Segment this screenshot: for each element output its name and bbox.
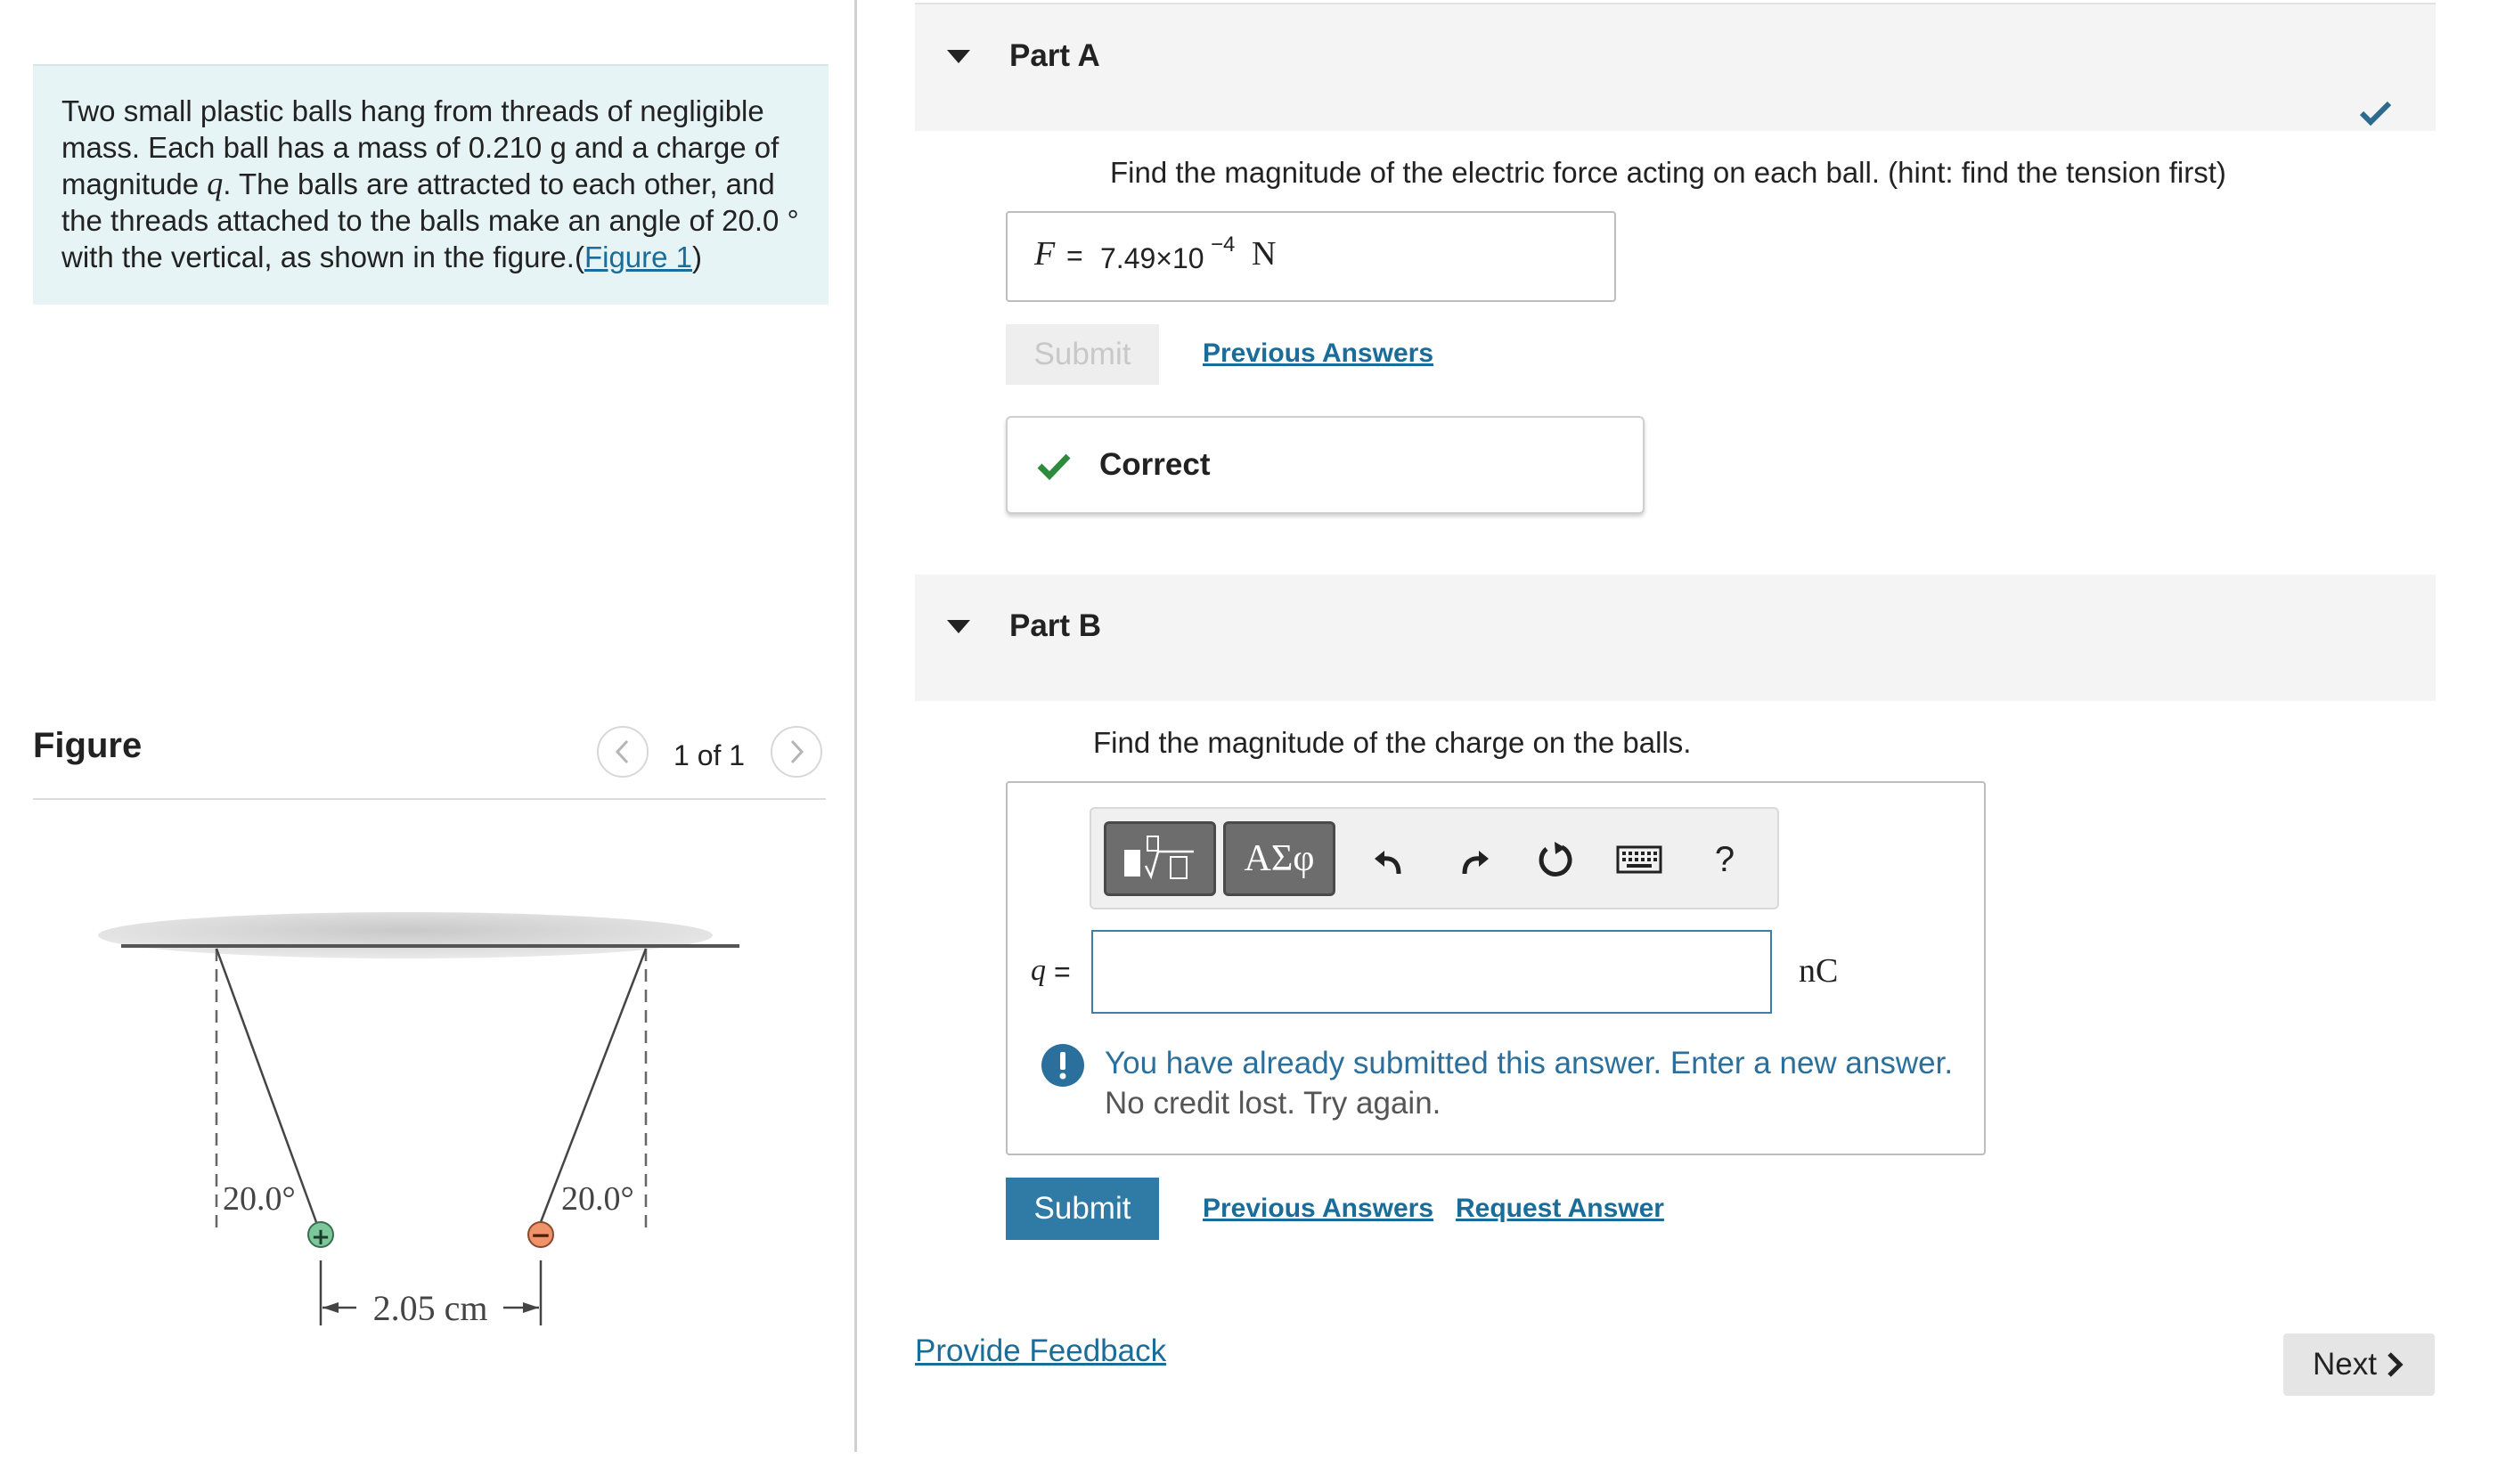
part-b-previous-answers-link[interactable]: Previous Answers <box>1203 1194 1433 1223</box>
part-a-unit: N <box>1252 235 1277 273</box>
part-b-unit: nC <box>1799 952 1839 990</box>
part-b-equals: = <box>1054 956 1071 988</box>
figure-next-button[interactable] <box>771 726 822 778</box>
problem-statement <box>33 64 829 305</box>
figure-link[interactable]: Figure 1 <box>584 241 693 273</box>
info-alert-icon <box>1040 1042 1086 1089</box>
part-a-header[interactable] <box>915 3 2436 131</box>
part-b-variable: q <box>1031 954 1046 987</box>
part-b-submit-button[interactable]: Submit <box>1006 1178 1159 1240</box>
undo-icon <box>1372 842 1408 877</box>
reset-icon <box>1535 839 1576 880</box>
help-button[interactable] <box>1702 836 1747 884</box>
part-a-title: Part A <box>1009 38 1100 73</box>
help-icon: ? <box>1714 839 1735 879</box>
column-divider <box>854 0 857 1452</box>
part-a-variable: F <box>1034 235 1056 273</box>
part-b-message-sub: No credit lost. Try again. <box>1105 1086 1441 1121</box>
provide-feedback-link[interactable]: Provide Feedback <box>915 1333 1167 1368</box>
negative-sign: − <box>530 1220 551 1250</box>
next-label: Next <box>2313 1347 2377 1382</box>
separation-label: 2.05 cm <box>372 1288 488 1328</box>
part-a-previous-answers-link[interactable]: Previous Answers <box>1203 338 1433 368</box>
chevron-left-icon <box>613 738 633 765</box>
ceiling-support <box>98 912 713 958</box>
collapse-triangle-icon <box>947 50 970 63</box>
redo-icon <box>1456 842 1491 877</box>
request-answer-link[interactable]: Request Answer <box>1456 1194 1664 1223</box>
charge-answer-input[interactable] <box>1091 930 1772 1014</box>
greek-symbols-button[interactable] <box>1223 821 1335 896</box>
hanging-balls-figure <box>98 900 757 1345</box>
part-a-feedback <box>1006 416 1645 514</box>
correct-check-icon <box>1036 452 1072 480</box>
part-a-answer-value: 7.49×10 <box>1100 242 1204 274</box>
undo-button[interactable] <box>1367 836 1412 884</box>
problem-var-q: q <box>207 166 224 201</box>
part-b-header[interactable] <box>915 575 2436 701</box>
next-button[interactable] <box>2283 1333 2435 1396</box>
keyboard-button[interactable] <box>1612 836 1666 884</box>
math-toolbar <box>1090 807 1779 909</box>
figure-divider <box>33 798 826 800</box>
positive-sign: + <box>311 1224 331 1251</box>
part-a-feedback-text: Correct <box>1099 447 1211 482</box>
problem-text-2: . The balls are attracted to each other, and the threads attached to the balls make an angle of 20.0 ° with the vertical, as shown in the figure.( <box>61 167 799 273</box>
part-b-message: You have already submitted this answer. Enter a new answer. <box>1105 1046 1954 1080</box>
part-a-answer-exponent: −4 <box>1211 232 1236 257</box>
redo-button[interactable] <box>1451 836 1496 884</box>
angle-label-left: 20.0° <box>223 1180 296 1218</box>
problem-text-1: Two small plastic balls hang from threads of negligible mass. Each ball has a mass of 0.210 g and a charge of magnitude <box>61 94 780 200</box>
angle-label-right: 20.0° <box>561 1180 634 1218</box>
part-a-submit-button[interactable]: Submit <box>1006 324 1159 385</box>
greek-icon: ΑΣφ <box>1244 838 1315 879</box>
part-a-complete-check-icon <box>2359 100 2393 126</box>
figure-prev-button[interactable] <box>597 726 649 778</box>
part-a-answer-display <box>1006 211 1616 302</box>
part-a-prompt: Find the magnitude of the electric force acting on each ball. (hint: find the tension first) <box>1110 156 2226 189</box>
reset-button[interactable] <box>1533 836 1578 884</box>
part-a-equals: = <box>1066 240 1083 272</box>
collapse-triangle-icon <box>947 620 970 633</box>
figure-title: Figure <box>33 726 143 765</box>
chevron-right-icon <box>2384 1350 2405 1379</box>
keyboard-icon <box>1616 844 1662 876</box>
part-b-prompt: Find the magnitude of the charge on the balls. <box>1093 726 1692 759</box>
figure-counter: 1 of 1 <box>673 739 746 771</box>
templates-icon <box>1115 832 1204 885</box>
part-b-title: Part B <box>1009 608 1102 643</box>
chevron-right-icon <box>787 738 806 765</box>
problem-text-3: ) <box>692 241 703 273</box>
templates-button[interactable] <box>1104 821 1216 896</box>
